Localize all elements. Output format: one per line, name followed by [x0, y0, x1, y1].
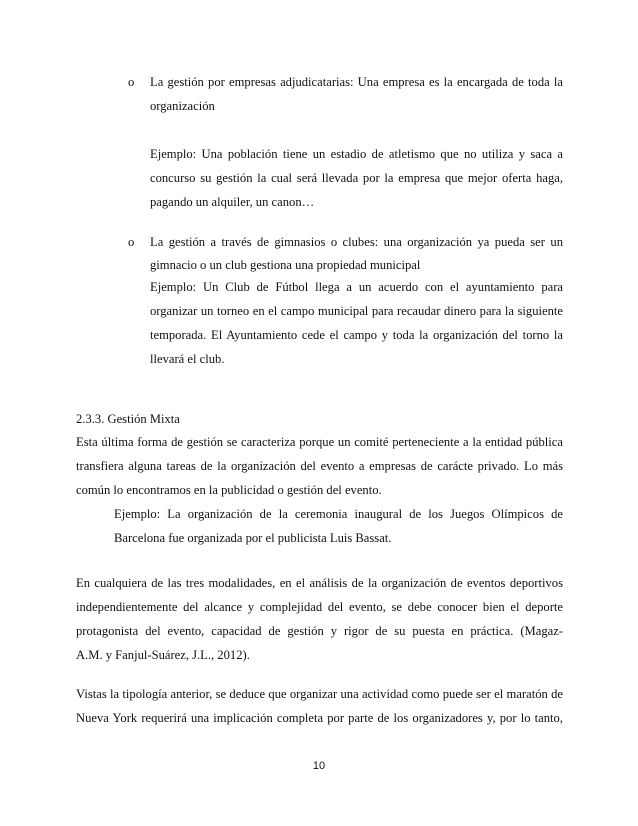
paragraph-line: Vistas la tipología anterior, se deduce que organizar una actividad como puede ser el maratón de [76, 687, 563, 701]
example-line: concurso su gestión la cual será llevada por la empresa que mejor oferta haga, [150, 171, 563, 185]
bullet-line: organización [150, 99, 215, 113]
example-line: Ejemplo: Una población tiene un estadio de atletismo que no utiliza y saca a [150, 147, 563, 161]
example-line: pagando un alquiler, un canon… [150, 195, 315, 209]
paragraph-line: independientemente del alcance y complejidad del evento, se debe conocer bien el deporte [76, 600, 563, 614]
paragraph-line: En cualquiera de las tres modalidades, en el análisis de la organización de eventos deportivos [76, 576, 563, 590]
bullet-marker: o [128, 75, 135, 89]
example-line: Ejemplo: La organización de la ceremonia inaugural de los Juegos Olímpicos de [114, 507, 563, 521]
example-line: Barcelona fue organizada por el publicista Luis Bassat. [114, 531, 392, 545]
example-line: Ejemplo: Un Club de Fútbol llega a un acuerdo con el ayuntamiento para [150, 280, 563, 294]
bullet-line: gimnacio o un club gestiona una propiedad municipal [150, 258, 421, 272]
paragraph-line: protagonista del evento, capacidad de gestión y rigor de su puesta en práctica. (Magaz- [76, 624, 563, 638]
paragraph-line: A.M. y Fanjul-Suárez, J.L., 2012). [76, 648, 250, 662]
paragraph-line: transfiera alguna tareas de la organización del evento a empresas de carácte privado. Lo más [76, 459, 563, 473]
paragraph-line: Nueva York requerirá una implicación completa por parte de los organizadores y, por lo tanto, [76, 711, 563, 725]
page-number: 10 [312, 760, 326, 772]
bullet-line: La gestión a través de gimnasios o clubes: una organización ya pueda ser un [150, 235, 563, 249]
section-heading: 2.3.3. Gestión Mixta [76, 412, 180, 426]
bullet-marker: o [128, 235, 135, 249]
example-line: llevará el club. [150, 352, 225, 366]
paragraph-line: común lo encontramos en la publicidad o gestión del evento. [76, 483, 382, 497]
paragraph-line: Esta última forma de gestión se caracteriza porque un comité perteneciente a la entidad pública [76, 435, 563, 449]
example-line: organizar un torneo en el campo municipal para recaudar dinero para la siguiente [150, 304, 563, 318]
example-line: temporada. El Ayuntamiento cede el campo y toda la organización del torno la [150, 328, 563, 342]
bullet-line: La gestión por empresas adjudicatarias: Una empresa es la encargada de toda la [150, 75, 563, 89]
